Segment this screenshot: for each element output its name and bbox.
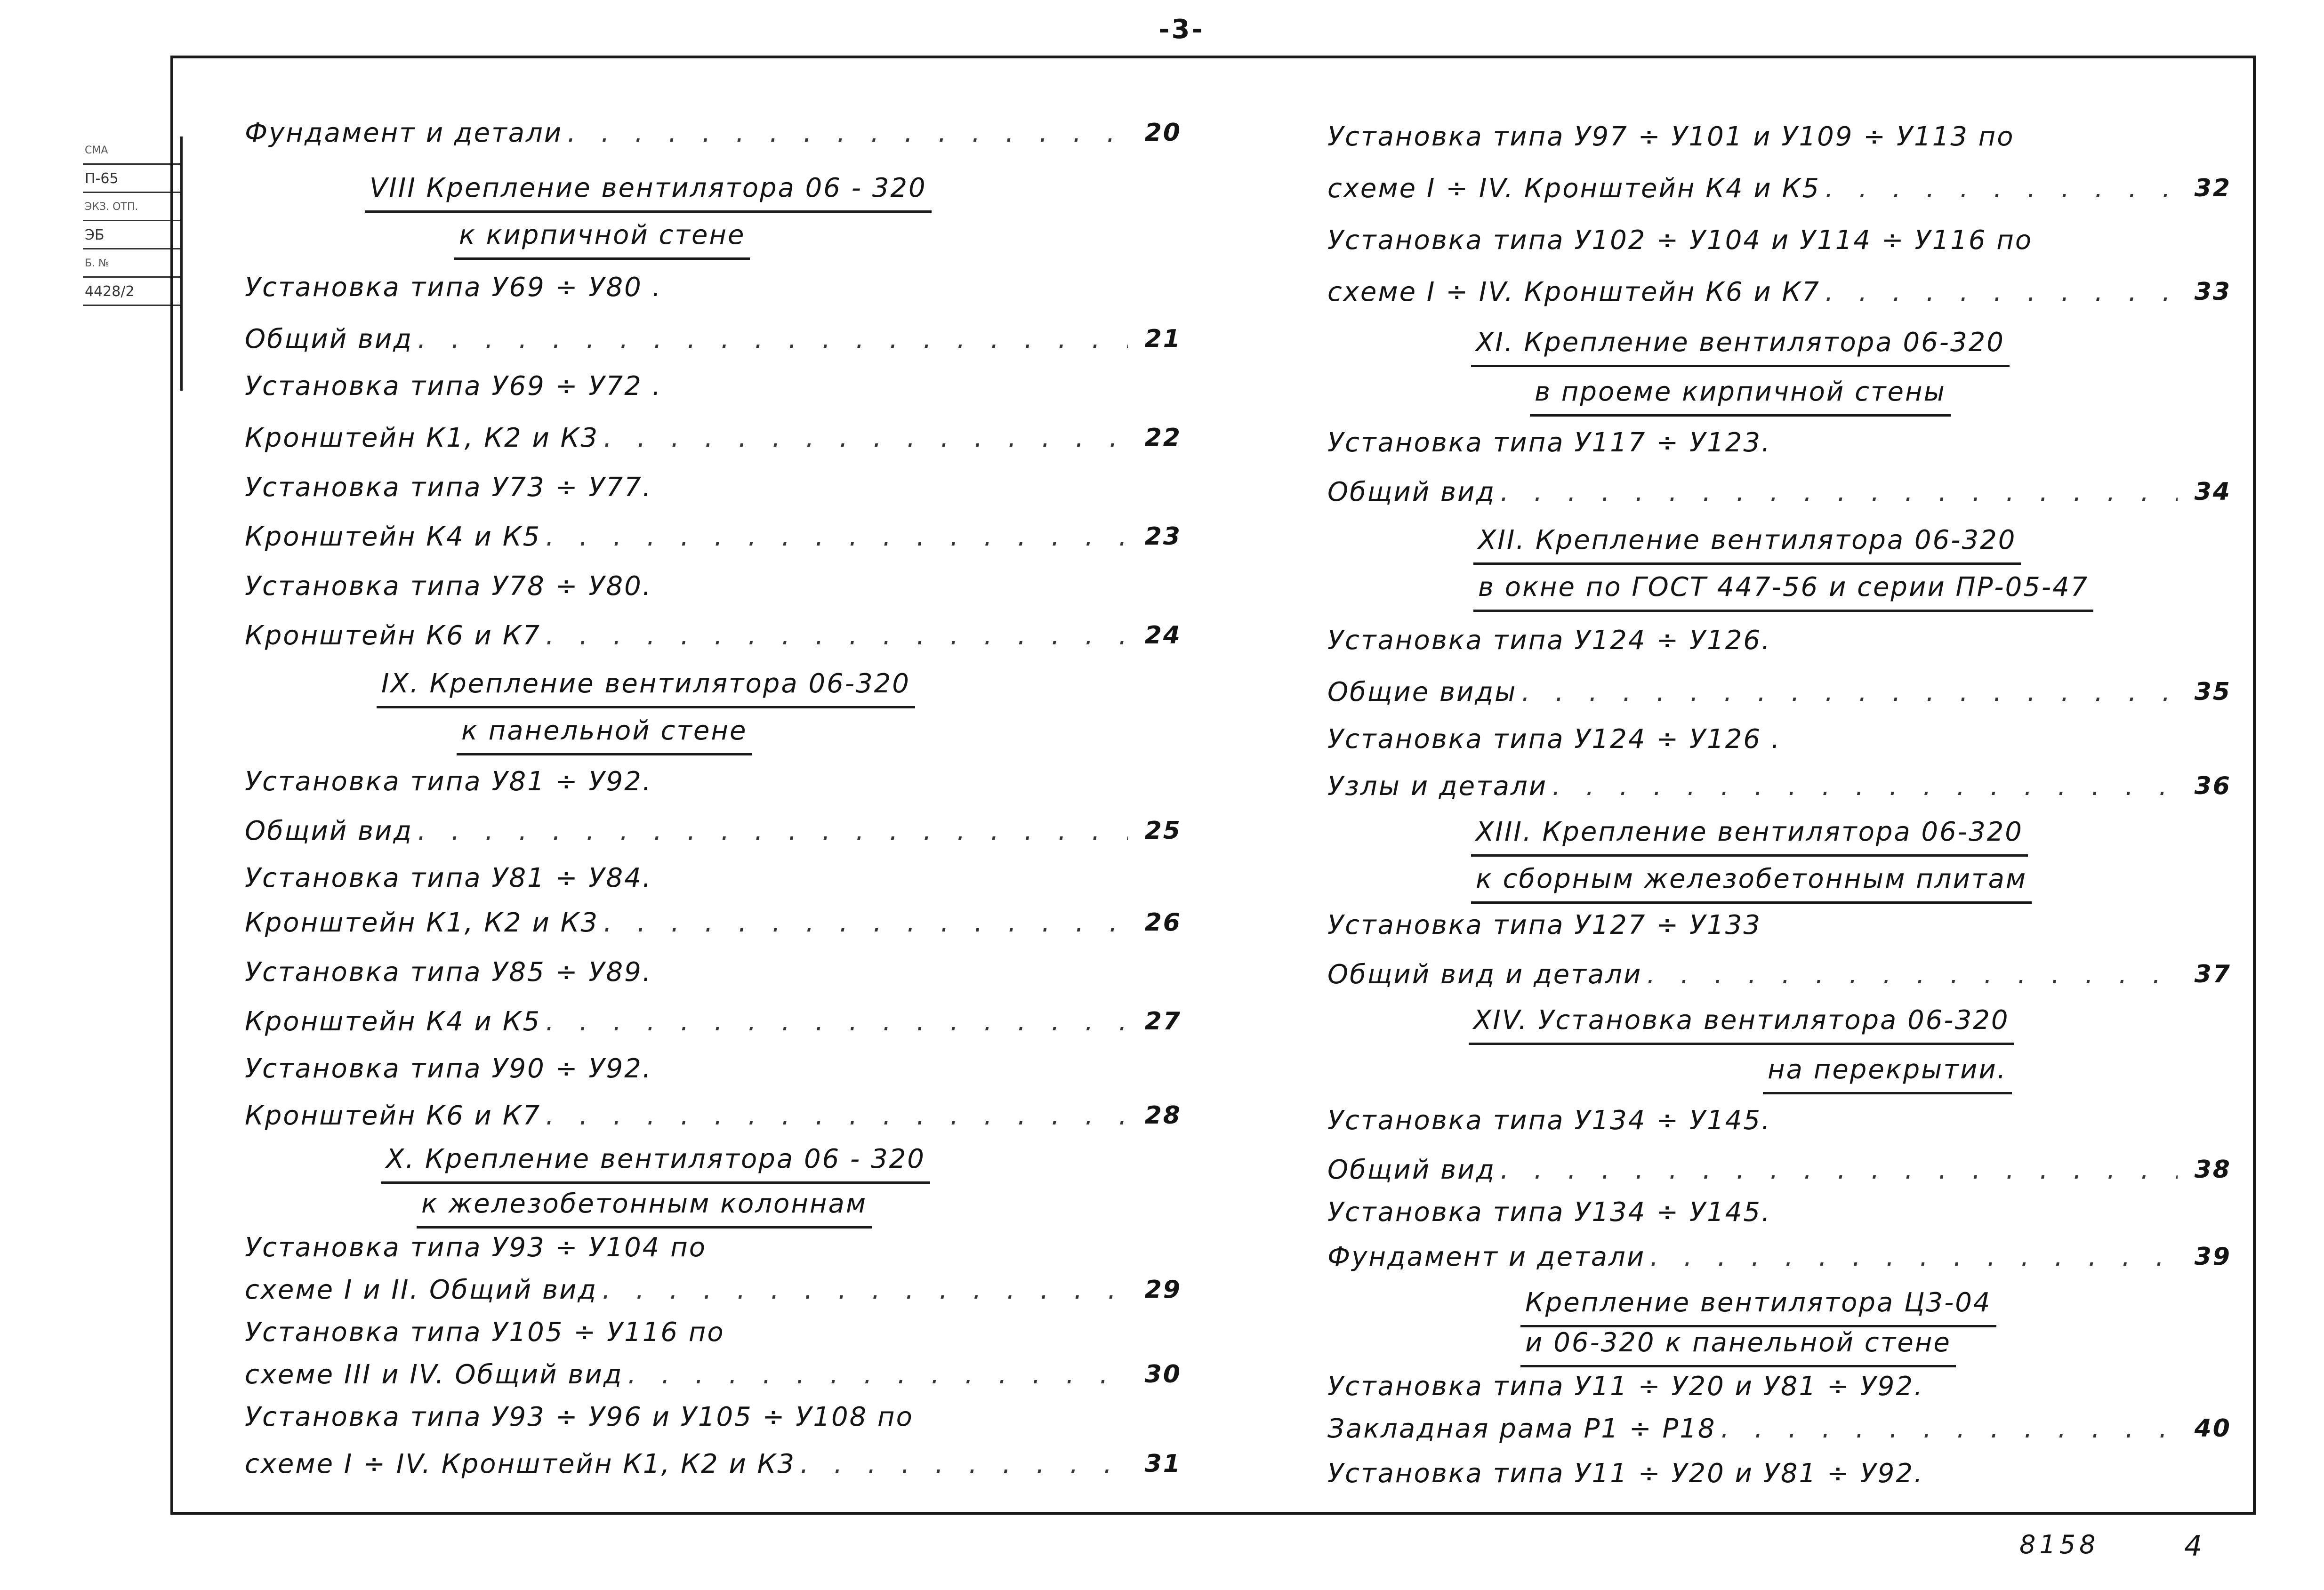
- toc-entry-page: 30: [1144, 1360, 1182, 1389]
- toc-entry-page: 27: [1144, 1007, 1182, 1036]
- stamp-cell: ЭКЗ. ОТП.: [83, 193, 180, 221]
- leader-dots: [1825, 173, 2178, 204]
- toc-entry-text: Установка типа У90 ÷ У92.: [245, 1053, 652, 1084]
- toc-entry: [1327, 165, 2231, 212]
- toc-entry-text: Кронштейн К6 и К7: [245, 1100, 541, 1131]
- stamp-cell: Б. №: [83, 249, 180, 278]
- toc-entry: [245, 362, 1182, 410]
- leader-dots: [546, 1006, 1128, 1037]
- toc-entry-text: Установка типа У69 ÷ У72 .: [245, 370, 662, 402]
- leader-dots: [628, 1359, 1128, 1390]
- toc-entry-text: Установка типа У11 ÷ У20 и У81 ÷ У92.: [1327, 1458, 1924, 1489]
- toc-entry-text: Установка типа У11 ÷ У20 и У81 ÷ У92.: [1327, 1371, 1924, 1402]
- leader-dots: [546, 620, 1128, 651]
- stamp-cell: П-65: [83, 165, 180, 193]
- toc-entry-text: Установка типа У127 ÷ У133: [1327, 909, 1761, 940]
- toc-entry-text: Кронштейн К1, К2 и К3: [245, 422, 599, 453]
- leader-dots: [1721, 1413, 2178, 1444]
- toc-entry: [1327, 419, 2231, 466]
- section-heading: к панельной стене: [457, 708, 752, 755]
- leader-dots: [1552, 771, 2178, 802]
- toc-entry-page: 37: [2194, 960, 2231, 988]
- toc-entry: [245, 998, 1182, 1045]
- toc-entry: [245, 758, 1182, 805]
- toc-entry: [1327, 763, 2231, 810]
- leader-dots: [418, 816, 1128, 846]
- toc-entry-text: Общий вид: [1327, 1154, 1496, 1185]
- toc-entry: [1327, 217, 2231, 264]
- section-heading: VIII Крепление вентилятора 06 - 320: [365, 166, 932, 213]
- toc-entry: [1327, 1097, 2231, 1144]
- toc-entry-page: 28: [1144, 1101, 1182, 1130]
- toc-entry-page: 36: [2194, 772, 2231, 800]
- toc-entry: [245, 1266, 1182, 1313]
- toc-entry-text: Установка типа У134 ÷ У145.: [1327, 1105, 1771, 1136]
- toc-entry: [245, 513, 1182, 560]
- leader-dots: [603, 423, 1128, 453]
- sheet-number: 4: [2184, 1530, 2203, 1563]
- toc-entry-page: 33: [2194, 278, 2231, 306]
- leader-dots: [1825, 277, 2178, 307]
- toc-entry-text: Общий вид: [1327, 476, 1496, 507]
- toc-entry: [245, 899, 1182, 946]
- toc-entry-text: Установка типа У117 ÷ У123.: [1327, 427, 1771, 458]
- section-heading: XIV. Установка вентилятора 06-320: [1469, 998, 2014, 1045]
- stamp-cell: СМА: [83, 137, 180, 165]
- toc-entry: [1327, 668, 2231, 715]
- toc-entry-text: Установка типа У93 ÷ У96 и У105 ÷ У108 по: [245, 1401, 914, 1432]
- section-heading: XI. Крепление вентилятора 06-320: [1471, 320, 2010, 367]
- leader-dots: [1500, 1155, 2178, 1185]
- section-heading: XIII. Крепление вентилятора 06-320: [1471, 810, 2028, 857]
- leader-dots: [1647, 959, 2178, 990]
- toc-entry-text: Установка типа У124 ÷ У126.: [1327, 625, 1771, 656]
- toc-entry: [1327, 1450, 2231, 1497]
- toc-entry-page: 29: [1144, 1276, 1182, 1304]
- section-heading: Крепление вентилятора Ц3-04: [1520, 1280, 1996, 1327]
- toc-entry: [1327, 1146, 2231, 1193]
- toc-entry-text: Установка типа У78 ÷ У80.: [245, 570, 652, 602]
- toc-entry: [1327, 715, 2231, 763]
- section-heading: на перекрытии.: [1763, 1047, 2012, 1094]
- toc-entry-text: Установка типа У124 ÷ У126 .: [1327, 723, 1781, 755]
- section-heading: к железобетонным колоннам: [417, 1181, 872, 1229]
- toc-entry-text: Установка типа У81 ÷ У84.: [245, 862, 652, 893]
- archive-stamp: [83, 137, 183, 391]
- section-heading: IX. Крепление вентилятора 06-320: [377, 661, 915, 708]
- toc-entry: [1327, 617, 2231, 664]
- toc-entry: [245, 109, 1182, 156]
- toc-entry-text: схеме I ÷ IV. Кронштейн К6 и К7: [1327, 276, 1820, 307]
- toc-entry-page: 24: [1144, 621, 1182, 650]
- leader-dots: [546, 1100, 1128, 1131]
- section-heading: XII. Крепление вентилятора 06-320: [1473, 518, 2021, 565]
- leader-dots: [800, 1449, 1128, 1479]
- toc-entry: [1327, 1188, 2231, 1236]
- section-heading: к сборным железобетонным плитам: [1471, 857, 2032, 904]
- stamp-cell: 4428/2: [83, 278, 180, 306]
- toc-entry: [245, 1393, 1182, 1440]
- toc-entry-page: 40: [2194, 1414, 2231, 1443]
- section-heading: X. Крепление вентилятора 06 - 320: [381, 1137, 930, 1184]
- toc-entry: [245, 562, 1182, 610]
- toc-entry-text: Кронштейн К4 и К5: [245, 521, 541, 552]
- toc-entry: [245, 1440, 1182, 1487]
- toc-entry-text: Общий вид: [245, 815, 413, 846]
- toc-entry: [1327, 1233, 2231, 1280]
- toc-entry-text: Установка типа У93 ÷ У104 по: [245, 1232, 707, 1263]
- leader-dots: [1500, 477, 2178, 507]
- toc-entry-text: Установка типа У69 ÷ У80 .: [245, 272, 662, 303]
- toc-entry: [245, 1309, 1182, 1356]
- section-heading: и 06-320 к панельной стене: [1520, 1320, 1956, 1367]
- toc-entry-page: 23: [1144, 522, 1182, 551]
- toc-entry: [245, 315, 1182, 362]
- toc-entry: [1327, 1405, 2231, 1452]
- toc-entry-text: Установка типа У81 ÷ У92.: [245, 766, 652, 797]
- leader-dots: [567, 118, 1128, 148]
- toc-entry: [1327, 113, 2231, 160]
- toc-entry-text: Узлы и детали: [1327, 771, 1548, 802]
- toc-entry: [1327, 1363, 2231, 1410]
- toc-entry-text: схеме I ÷ IV. Кронштейн К1, К2 и К3: [245, 1448, 796, 1479]
- toc-entry: [245, 1045, 1182, 1092]
- toc-entry-text: Фундамент и детали: [1327, 1241, 1646, 1272]
- toc-entry-page: 20: [1144, 119, 1182, 147]
- toc-entry-page: 38: [2194, 1156, 2231, 1184]
- leader-dots: [546, 522, 1128, 552]
- toc-entry-text: Установка типа У73 ÷ У77.: [245, 472, 652, 503]
- stamp-cell: ЭБ: [83, 221, 180, 249]
- toc-entry: [245, 807, 1182, 854]
- toc-entry-text: Установка типа У134 ÷ У145.: [1327, 1197, 1771, 1228]
- toc-entry: [245, 1092, 1182, 1139]
- toc-entry-text: Кронштейн К4 и К5: [245, 1006, 541, 1037]
- page-number: -3-: [1158, 14, 1205, 45]
- document-code: 8158: [2019, 1530, 2099, 1559]
- toc-entry-text: Кронштейн К1, К2 и К3: [245, 907, 599, 938]
- toc-entry-text: Общий вид и детали: [1327, 959, 1642, 990]
- section-heading: в проеме кирпичной стены: [1530, 369, 1951, 417]
- toc-entry-page: 35: [2194, 678, 2231, 706]
- toc-entry: [1327, 951, 2231, 998]
- toc-entry-page: 34: [2194, 478, 2231, 506]
- toc-entry-text: схеме III и IV. Общий вид: [245, 1359, 623, 1390]
- toc-entry-text: Кронштейн К6 и К7: [245, 620, 541, 651]
- toc-entry-text: Установка типа У105 ÷ У116 по: [245, 1317, 725, 1348]
- leader-dots: [418, 324, 1128, 354]
- toc-entry-text: Установка типа У97 ÷ У101 и У109 ÷ У113 по: [1327, 121, 2015, 152]
- toc-entry: [1327, 901, 2231, 948]
- toc-entry: [245, 948, 1182, 996]
- section-heading: в окне по ГОСТ 447-56 и серии ПР-05-47: [1473, 565, 2093, 612]
- toc-entry-page: 32: [2194, 174, 2231, 202]
- toc-entry: [245, 1224, 1182, 1271]
- toc-entry-text: схеме I и II. Общий вид: [245, 1274, 598, 1305]
- toc-entry-page: 22: [1144, 424, 1182, 452]
- toc-entry: [245, 612, 1182, 659]
- toc-entry: [245, 414, 1182, 461]
- toc-entry-page: 39: [2194, 1243, 2231, 1271]
- toc-entry-text: Закладная рама Р1 ÷ Р18: [1327, 1413, 1716, 1444]
- toc-entry-text: Общие виды: [1327, 676, 1517, 707]
- leader-dots: [602, 1275, 1128, 1305]
- toc-entry: [245, 464, 1182, 511]
- toc-entry-text: схеме I ÷ IV. Кронштейн К4 и К5: [1327, 173, 1820, 204]
- toc-entry-page: 26: [1144, 908, 1182, 937]
- toc-entry: [1327, 268, 2231, 315]
- toc-entry: [245, 264, 1182, 311]
- leader-dots: [1650, 1242, 2178, 1272]
- toc-entry: [1327, 468, 2231, 515]
- leader-dots: [1521, 677, 2178, 707]
- toc-entry: [245, 854, 1182, 901]
- toc-entry-page: 31: [1144, 1450, 1182, 1478]
- toc-entry-text: Установка типа У85 ÷ У89.: [245, 956, 652, 988]
- toc-entry-page: 25: [1144, 817, 1182, 845]
- toc-entry-text: Общий вид: [245, 323, 413, 354]
- toc-entry-text: Фундамент и детали: [245, 117, 563, 148]
- section-heading: к кирпичной стене: [454, 213, 750, 260]
- toc-entry-text: Установка типа У102 ÷ У104 и У114 ÷ У116 по: [1327, 225, 2033, 256]
- toc-entry-page: 21: [1144, 325, 1182, 353]
- toc-entry: [245, 1351, 1182, 1398]
- leader-dots: [603, 907, 1128, 938]
